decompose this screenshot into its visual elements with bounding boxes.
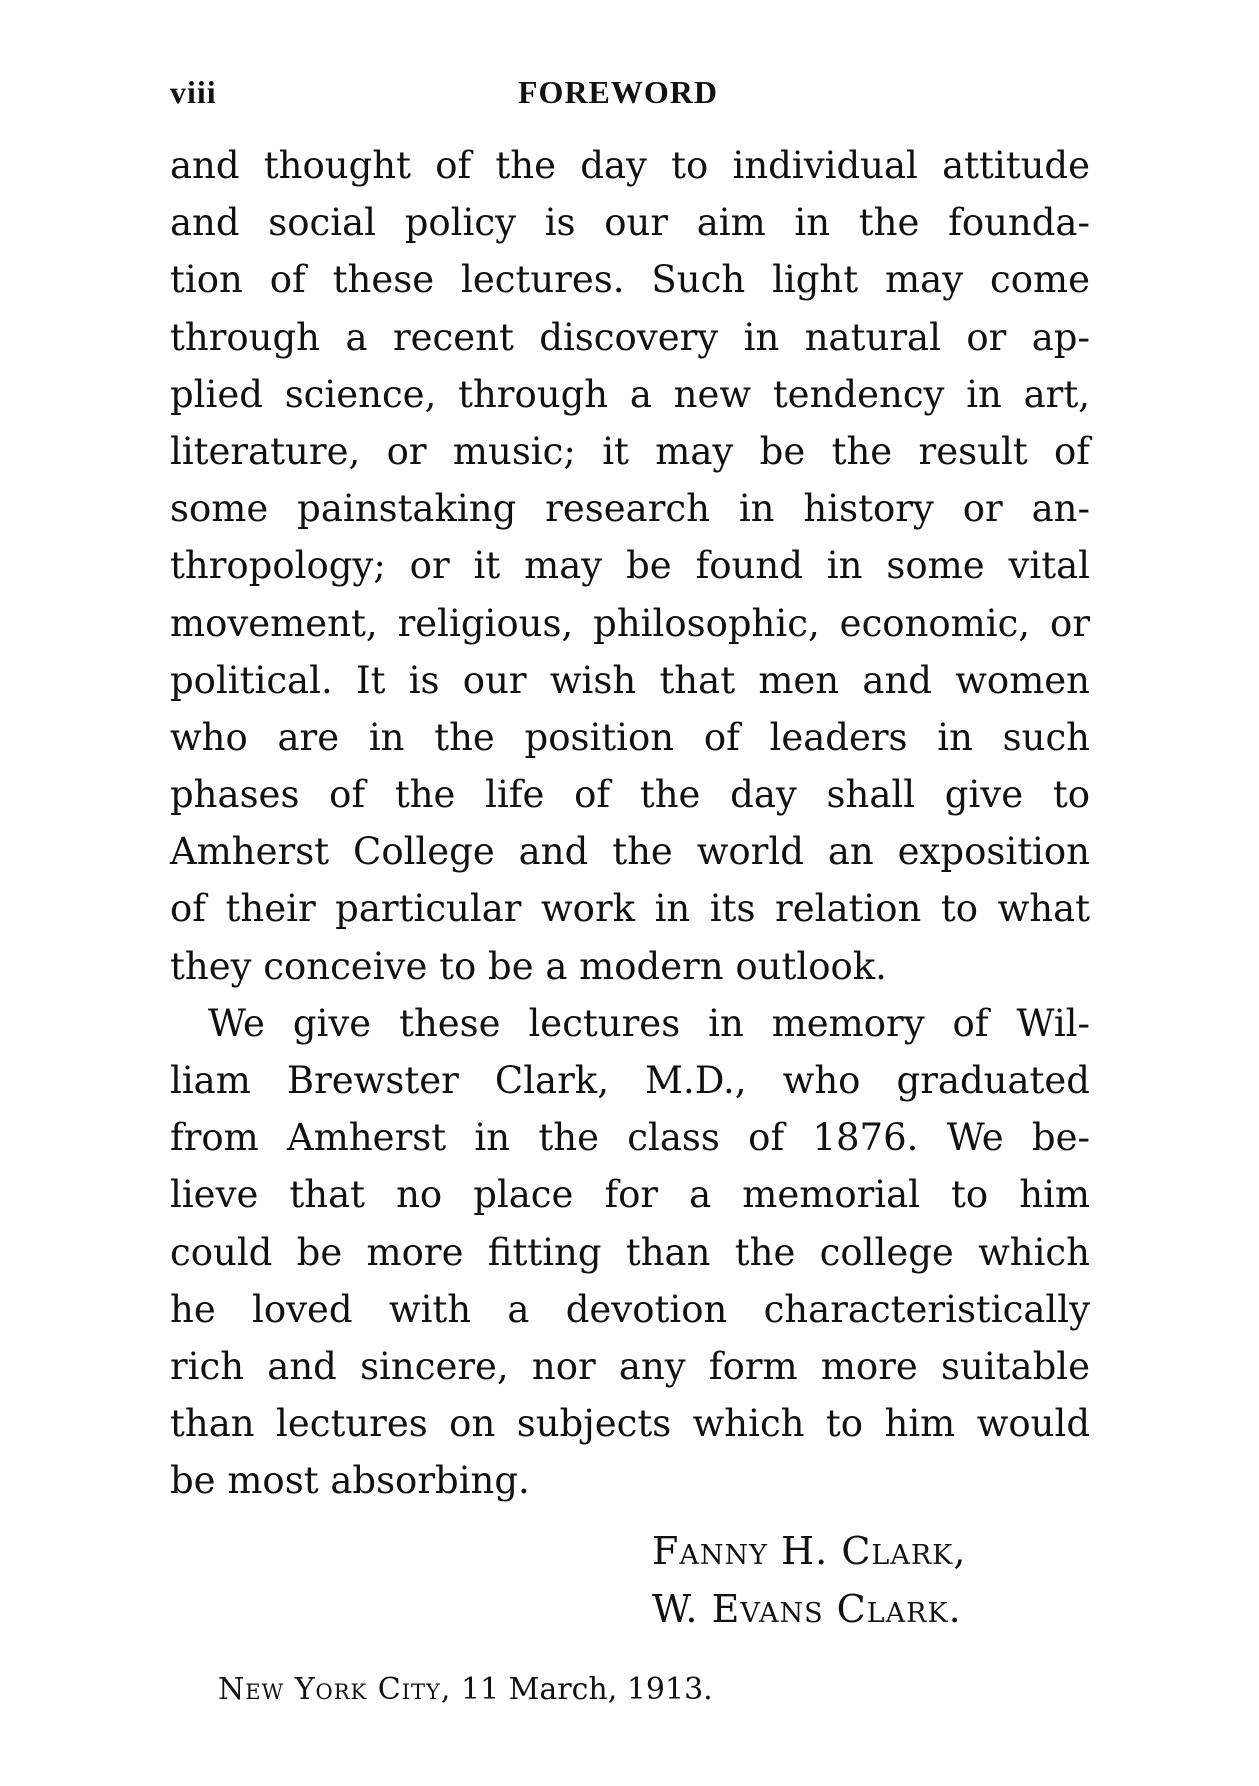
- text-line: literature, or music; it may be the result of: [170, 429, 1090, 473]
- text-line: lieve that no place for a memorial to him: [170, 1173, 1090, 1217]
- running-head: [170, 74, 1090, 120]
- dateline: [218, 1672, 713, 1707]
- text-line: be most absorbing.: [170, 1459, 530, 1503]
- text-line: plied science, through a new tendency in art,: [170, 372, 1090, 416]
- text-line: who are in the position of leaders in such: [170, 715, 1090, 759]
- paragraph-1: [170, 137, 1090, 995]
- text-line: of their particular work in its relation to what: [170, 887, 1090, 931]
- text-line: Amherst College and the world an exposition: [170, 830, 1090, 874]
- running-title: FOREWORD: [518, 74, 718, 110]
- body-text: [170, 137, 1090, 1510]
- page-number: viii: [170, 74, 217, 110]
- text-line: We give these lectures in memory of Wil-: [208, 1001, 1090, 1045]
- text-line: some painstaking research in history or an-: [170, 487, 1090, 531]
- text-line: they conceive to be a modern outlook.: [170, 944, 887, 988]
- signature-w-evans-clark: W. Evans Clark.: [652, 1587, 962, 1631]
- text-line: and social policy is our aim in the founda-: [170, 201, 1090, 245]
- dateline-place: New York City,: [218, 1672, 452, 1707]
- text-line: he loved with a devotion characteristically: [170, 1287, 1090, 1331]
- text-line: thropology; or it may be found in some vital: [170, 544, 1090, 588]
- signature-fanny-clark: Fanny H. Clark,: [652, 1529, 967, 1573]
- text-line: through a recent discovery in natural or ap-: [170, 315, 1090, 359]
- text-line: phases of the life of the day shall give to: [170, 773, 1090, 817]
- text-line: tion of these lectures. Such light may come: [170, 258, 1090, 302]
- text-line: political. It is our wish that men and women: [170, 658, 1090, 702]
- text-line: movement, religious, philosophic, economic, or: [170, 601, 1090, 645]
- paragraph-2: [170, 995, 1090, 1510]
- dateline-date: 11 March, 1913.: [460, 1672, 713, 1707]
- text-line: and thought of the day to individual attitude: [170, 144, 1090, 187]
- text-line: could be more fitting than the college which: [170, 1230, 1090, 1274]
- text-line: rich and sincere, nor any form more suitable: [170, 1344, 1090, 1388]
- text-line: liam Brewster Clark, M.D., who graduated: [170, 1059, 1090, 1102]
- signature-block: [652, 1522, 1072, 1638]
- text-line: from Amherst in the class of 1876. We be-: [170, 1116, 1090, 1160]
- text-line: than lectures on subjects which to him would: [170, 1402, 1090, 1446]
